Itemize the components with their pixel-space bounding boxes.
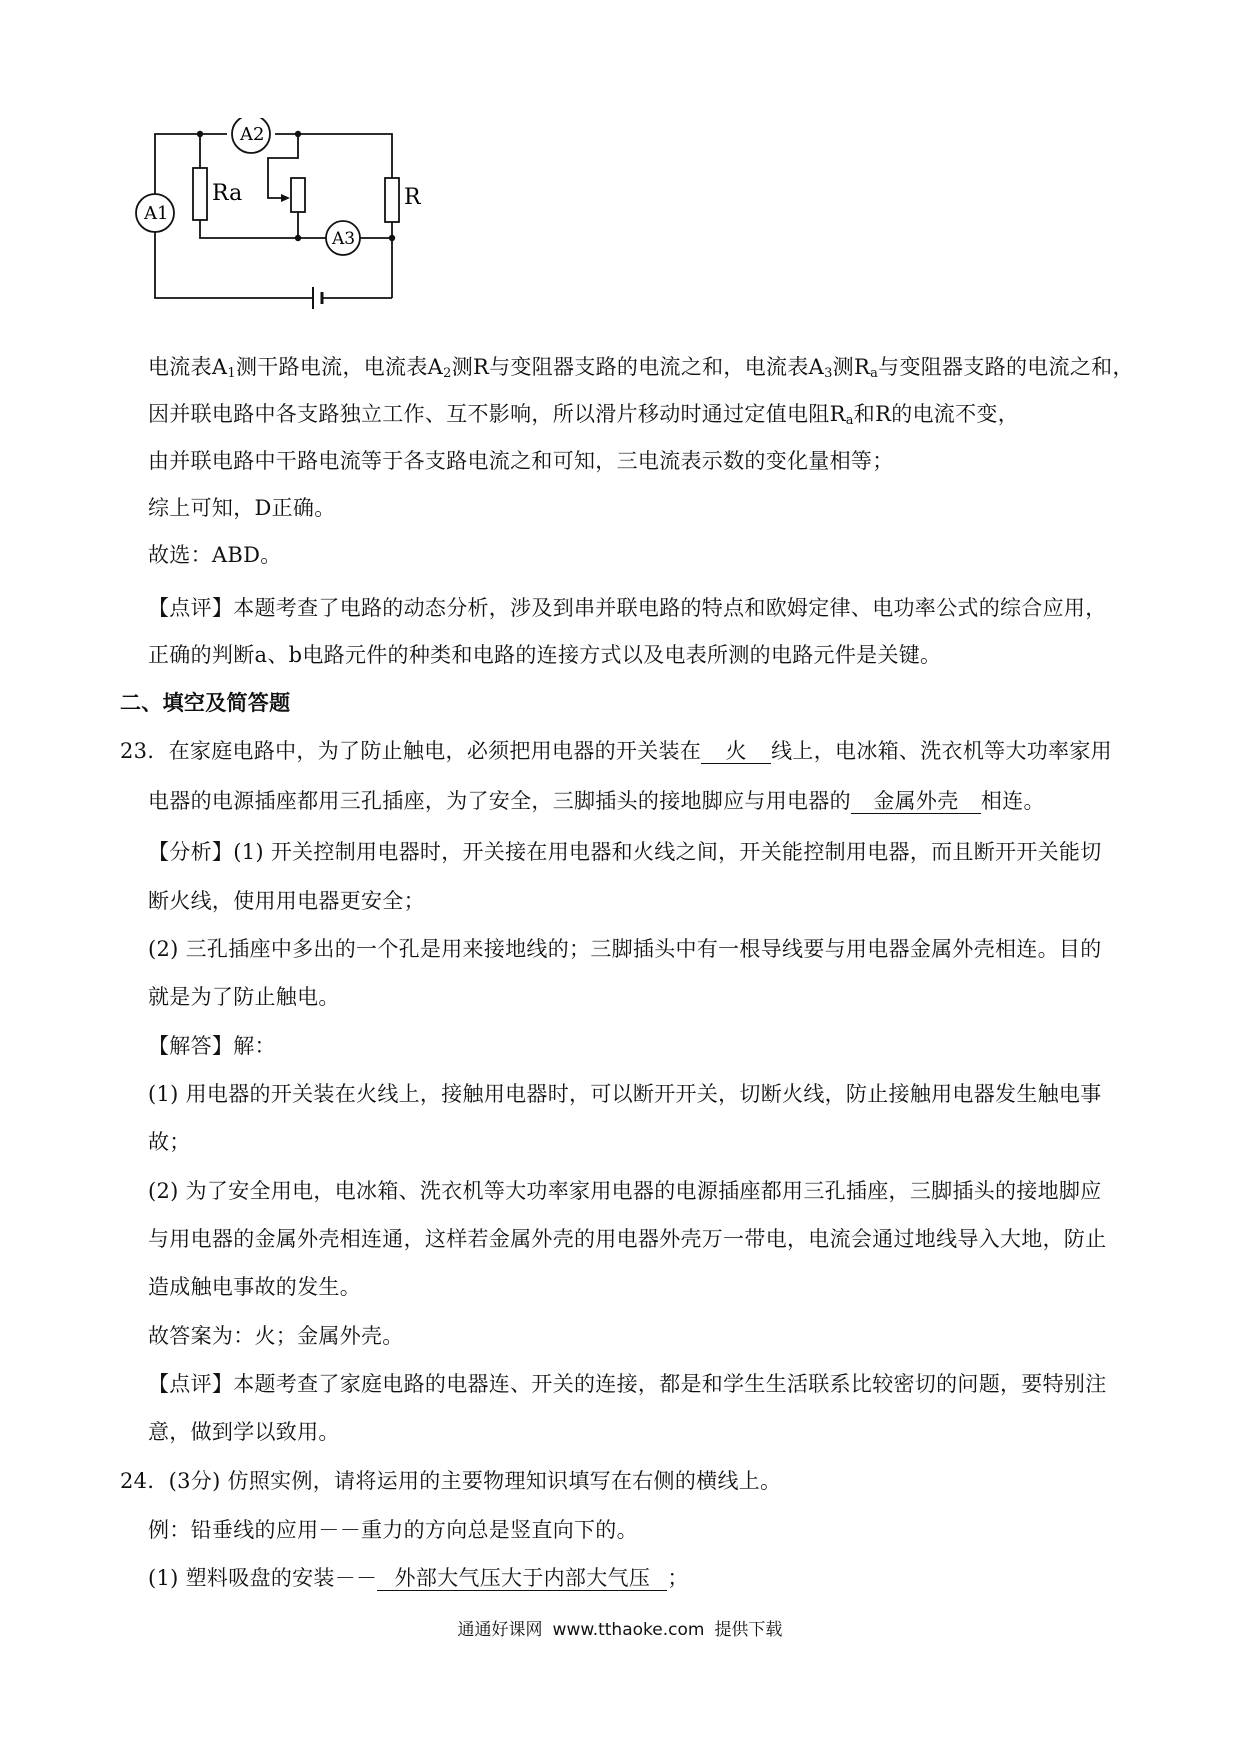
q24-stem: 24．(3分) 仿照实例，请将运用的主要物理知识填写在右侧的横线上。: [120, 1469, 782, 1493]
q23-answer-blank-2: 金属外壳: [851, 789, 981, 814]
comment-line: 正确的判断a、b电路元件的种类和电路的连接方式以及电表所测的电路元件是关键。: [148, 643, 942, 667]
comment-line: 意，做到学以致用。: [148, 1420, 340, 1444]
solution-line: 由并联电路中干路电流等于各支路电流之和可知，三电流表示数的变化量相等；: [148, 449, 894, 473]
answer-line: 造成触电事故的发生。: [148, 1275, 361, 1299]
solution-line: 综上可知，D正确。: [148, 496, 336, 520]
circuit-diagram: [130, 118, 450, 340]
final-answer: 故答案为：火；金属外壳。: [148, 1324, 404, 1348]
wire-top-right: [275, 134, 392, 178]
rheostat-symbol: [291, 178, 305, 212]
solution-line: 因并联电路中各支路独立工作、互不影响，所以滑片移动时通过定值电阻$R_a$和R的电流不变，: [148, 402, 1019, 428]
resistor-r-label: R: [404, 185, 421, 210]
footer-url: www.tthaoke.com: [552, 1620, 705, 1640]
answer-line: (1) 用电器的开关装在火线上，接触用电器时，可以断开开关，切断火线，防止接触用电器发生触电事: [148, 1082, 1102, 1106]
answer-line: (2) 为了安全用电，电冰箱、洗衣机等大功率家用电器的电源插座都用三孔插座，三脚插头的接地脚应: [148, 1179, 1102, 1203]
junction-dot: [197, 131, 203, 137]
answer-heading: 【解答】解：: [148, 1034, 276, 1058]
q23-answer-blank-1: 火: [701, 739, 771, 764]
footer-suffix: 提供下载: [714, 1620, 783, 1640]
analysis-line: 断火线，使用用电器更安全；: [148, 889, 425, 913]
analysis-line: (2) 三孔插座中多出的一个孔是用来接地线的；三脚插头中有一根导线要与用电器金属外壳相连。目的: [148, 937, 1102, 961]
junction-dot: [295, 131, 301, 137]
analysis-line: 【分析】(1) 开关控制用电器时，开关接在用电器和火线之间，开关能控制用电器，而且断开开关能切: [148, 840, 1102, 864]
wire-ra-bottom: [200, 220, 298, 238]
q24-item-1: (1) 塑料吸盘的安装－－ 外部大气压大于内部大气压 ；: [148, 1566, 689, 1590]
answer-line: 与用电器的金属外壳相连通，这样若金属外壳的用电器外壳万一带电，电流会通过地线导入大地，防止: [148, 1227, 1107, 1251]
comment-line: 【点评】本题考查了电路的动态分析，涉及到串并联电路的特点和欧姆定律、电功率公式的综合应用，: [148, 596, 1107, 620]
q24-answer-blank-1: 外部大气压大于内部大气压: [377, 1566, 667, 1591]
ammeter-a3-label: A3: [332, 229, 356, 249]
page-footer: [0, 1615, 1240, 1640]
section-title: 二、填空及简答题: [120, 690, 291, 715]
footer-site-name: 通通好课网: [457, 1620, 543, 1640]
slider-arrow: [281, 194, 290, 202]
solution-line: 故选：ABD。: [148, 543, 282, 567]
analysis-line: 就是为了防止触电。: [148, 985, 340, 1009]
ammeter-a1-label: A1: [144, 203, 169, 224]
resistor-ra-label: Ra: [212, 181, 243, 206]
junction-dot: [295, 235, 301, 241]
comment-line: 【点评】本题考查了家庭电路的电器连、开关的连接，都是和学生生活联系比较密切的问题，要特别注: [148, 1372, 1107, 1396]
q24-example: 例：铅垂线的应用－－重力的方向总是竖直向下的。: [148, 1518, 638, 1542]
junction-dot: [389, 235, 395, 241]
resistor-r-symbol: [385, 178, 399, 222]
q23-stem: 电器的电源插座都用三孔插座，为了安全，三脚插头的接地脚应与用电器的 金属外壳 相连。: [148, 789, 1045, 813]
ammeter-a2-label: A2: [240, 124, 265, 145]
resistor-ra-symbol: [193, 168, 207, 220]
solution-line: 电流表$A_1$测干路电流，电流表$A_2$测R与变阻器支路的电流之和，电流表$A_3$测$R_a$与变阻器支路的电流之和，: [148, 355, 1134, 381]
answer-line: 故；: [148, 1130, 191, 1154]
wire-left-lower: [155, 223, 313, 298]
q23-stem: 23．在家庭电路中，为了防止触电，必须把用电器的开关装在 火 线上，电冰箱、洗衣机等大功率家用: [120, 739, 1112, 763]
